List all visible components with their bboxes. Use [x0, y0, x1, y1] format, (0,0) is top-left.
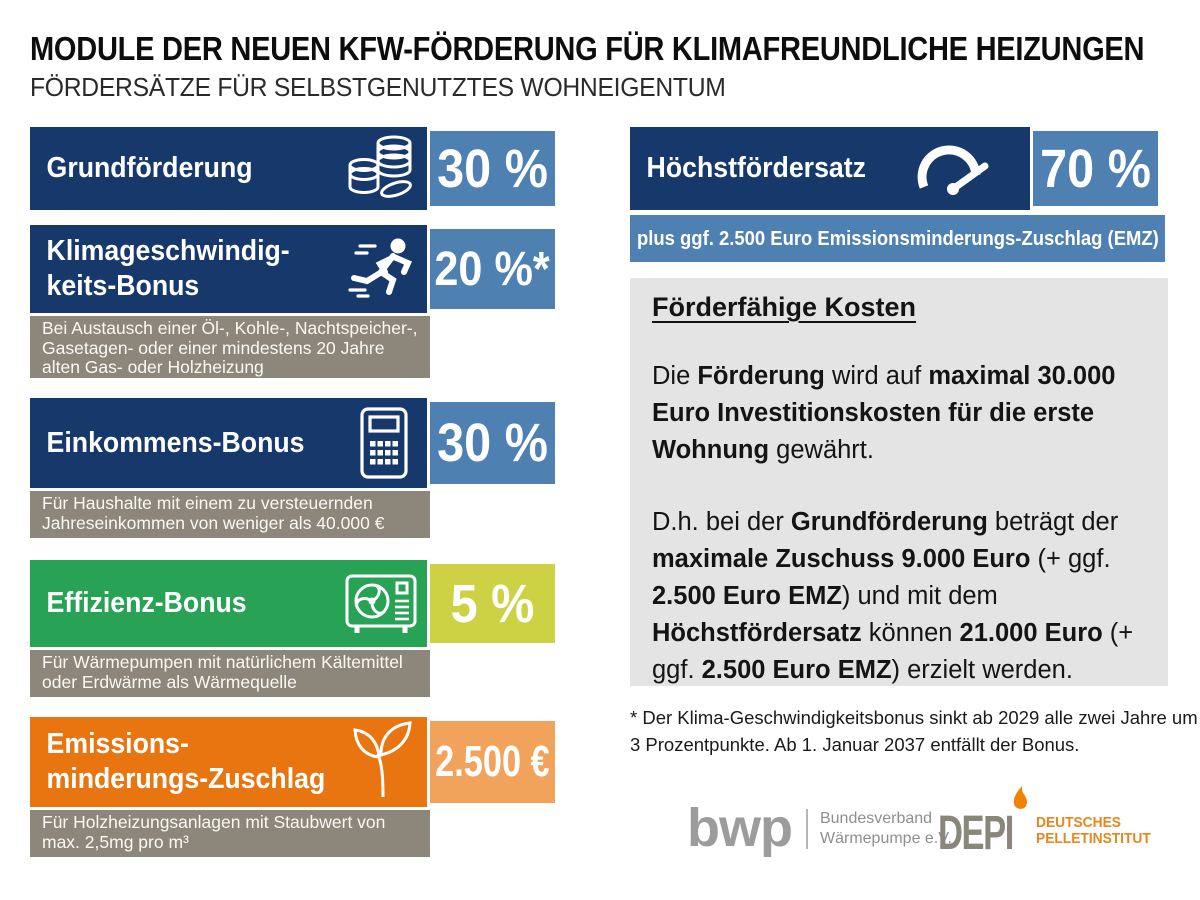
module-einkommens-bonus-value-box: [430, 402, 555, 484]
depi-logo: [938, 786, 1178, 864]
depi-flame-icon: [1012, 786, 1029, 811]
bwp-wordmark: bwp: [687, 798, 792, 859]
depi-caption: DEUTSCHES PELLETINSTITUT: [1036, 815, 1151, 847]
module-value: 2.500 €: [435, 737, 550, 786]
coins-icon: [343, 130, 421, 208]
bwp-logo: [687, 798, 952, 860]
module-label: Klimageschwindig- keits-Bonus: [46, 235, 290, 302]
module-effizienz-bonus-value-box: [430, 564, 555, 643]
page-subtitle: FÖRDERSÄTZE FÜR SELBSTGENUTZTES WOHNEIGENTUM: [30, 72, 726, 102]
depi-wordmark: DEPI: [938, 807, 1013, 860]
module-einkommens-bonus-note: Für Haushalte mit einem zu versteuernden Jahreseinkommen von weniger als 40.000 €: [30, 491, 430, 538]
kosten-paragraph-2: D.h. bei der Grundförderung beträgt der maximale Zuschuss 9.000 Euro (+ ggf. 2.500 Euro EMZ) und mit dem Höchstfördersatz können 21.000 Euro (+ ggf. 2.500 Euro EMZ) erzielt werden.: [652, 508, 1134, 684]
module-grundfoerderung-value-box: [430, 131, 555, 206]
module-klimageschwindigkeits-bonus-note: Bei Austausch einer Öl-, Kohle-, Nachtspeicher-, Gasetagen- oder einer mindestens 20 Jahre alten Gas- oder Holzheizung: [30, 316, 430, 378]
module-emissionsminderungs-zuschlag-label-box: [30, 717, 427, 807]
module-value: 30 %: [437, 413, 548, 473]
module-label: Emissions- minderungs-Zuschlag: [46, 728, 326, 795]
module-einkommens-bonus-label-box: [30, 398, 427, 488]
heat-pump-icon: [341, 569, 421, 639]
kosten-paragraph-1: Die Förderung wird auf maximal 30.000 Euro Investitionskosten für die erste Wohnung gewährt.: [652, 362, 1116, 464]
module-effizienz-bonus-label-box: [30, 560, 427, 647]
kosten-heading: Förderfähige Kosten: [652, 292, 917, 322]
module-klimageschwindigkeits-bonus-label-box: [30, 225, 427, 313]
plant-icon: [347, 716, 421, 800]
module-label: Effizienz-Bonus: [46, 587, 247, 619]
module-effizienz-bonus-note: Für Wärmepumpen mit natürlichem Kältemittel oder Erdwärme als Wärmequelle: [30, 650, 430, 697]
module-value: 30 %: [437, 138, 548, 199]
page-title: MODULE DER NEUEN KFW-FÖRDERUNG FÜR KLIMAFREUNDLICHE HEIZUNGEN: [30, 30, 1145, 67]
module-grundfoerderung-label-box: [30, 127, 427, 210]
module-value: 5 %: [450, 573, 535, 634]
module-label: Einkommens-Bonus: [46, 426, 305, 459]
footnote: * Der Klima-Geschwindigkeitsbonus sinkt ab 2029 alle zwei Jahre um 3 Prozentpunkte. Ab 1. Januar 2037 entfällt der Bonus.: [630, 707, 1198, 755]
module-label: Höchstfördersatz: [646, 152, 866, 184]
bwp-caption: Bundesverband Wärmepumpe e.V.: [819, 810, 952, 847]
gauge-icon: [910, 137, 992, 201]
calculator-icon: [345, 403, 423, 483]
runner-icon: [335, 233, 423, 305]
foerderfaehige-kosten-box: [630, 278, 1168, 686]
module-value: 70 %: [1040, 138, 1151, 199]
module-emissionsminderungs-zuschlag-note: Für Holzheizungsanlagen mit Staubwert von max. 2,5mg pro m³: [30, 810, 430, 857]
emz-subnote-bar: plus ggf. 2.500 Euro Emissionsminderungs-Zuschlag (EMZ): [630, 215, 1165, 262]
hoechstfoerdersatz-label-box: [630, 127, 1030, 210]
module-emissionsminderungs-zuschlag-value-box: [430, 721, 555, 803]
hoechstfoerdersatz-value-box: [1033, 131, 1158, 206]
bwp-logo-divider: [806, 809, 808, 849]
module-value: 20 %*: [434, 242, 551, 296]
module-label: Grundförderung: [46, 152, 253, 184]
module-klimageschwindigkeits-bonus-value-box: [430, 229, 555, 309]
